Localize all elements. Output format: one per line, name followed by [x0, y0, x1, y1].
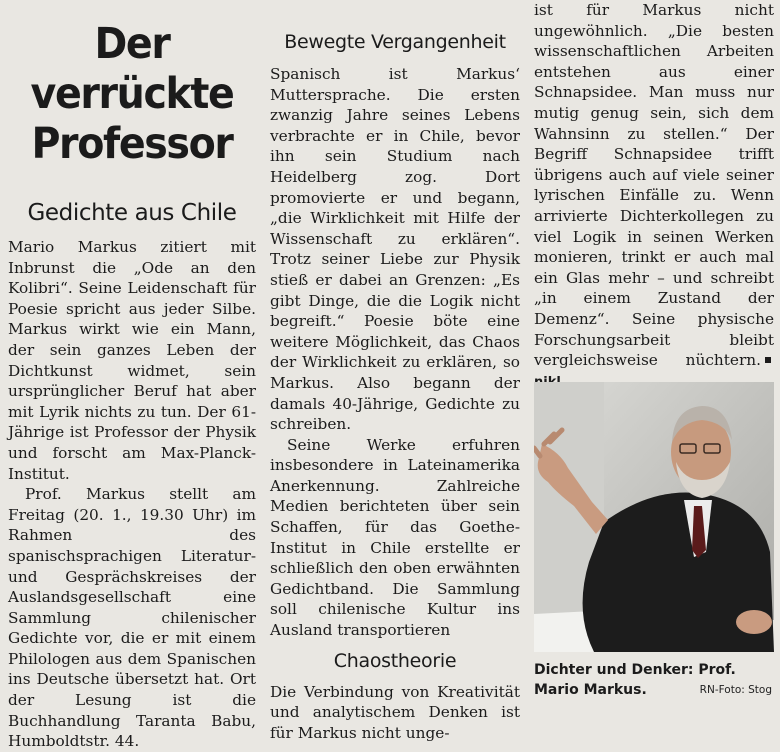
headline-line-3: Professor	[31, 119, 233, 169]
body-paragraph: Mario Markus zitiert mit Inbrunst die „Ode an den Kolibri“. Seine Leidenschaft für Poesie spricht aus jeder Silbe. Markus wirkt wie ein Mann, der sein ganzes Leben der Dichtkunst widmet, sein ursprünglicher Beruf hat aber mit Lyrik nichts zu tun. Der 61-Jährige ist Professor der Physik und forscht am Max-Planck-Institut.	[8, 238, 256, 483]
subheading-chaostheorie: Chaostheorie	[333, 649, 457, 672]
column-1	[8, 0, 256, 752]
body-paragraph	[534, 0, 774, 393]
headline-line-1: Der	[94, 19, 170, 69]
column-3	[534, 0, 774, 393]
photo-credit: RN-Foto: Stog	[699, 684, 772, 696]
subheading-vergangenheit: Bewegte Vergangenheit	[284, 31, 506, 53]
article-photo	[534, 382, 774, 652]
signature-marker-icon	[765, 357, 771, 363]
body-paragraph: Prof. Markus stellt am Freitag (20. 1., 19.30 Uhr) im Rahmen des spanischsprachigen Literatur- und Gesprächskreises der Auslandsgesellschaft eine Sammlung chilenischer Gedichte vor, die er mit einem Philologen aus dem Spanischen ins Deutsche übersetzt hat. Ort der Lesung ist die Buchhandlung Taranta Babu, Humboldtstr. 44.	[8, 485, 256, 751]
headline-line-2: verrückte	[30, 69, 234, 119]
portrait-illustration	[534, 382, 774, 652]
headline	[18, 19, 246, 169]
body-paragraph: Die Verbindung von Kreativität und analytischem Denken ist für Markus nicht unge-	[270, 682, 520, 742]
column-2	[270, 0, 520, 743]
subheading-gedichte: Gedichte aus Chile	[27, 200, 237, 226]
photo-caption: Dichter und Denker: Prof. Mario Markus.	[534, 662, 736, 698]
body-text: ist für Markus nicht ungewöhnlich. „Die besten wissenschaftlichen Arbeiten entstehen aus einer Schnapsidee. Man muss nur mutig genug sein, sich dem Wahnsinn zu stellen.“ Der Begriff Schnapsidee trifft übrigens auch auf viele seiner lyrischen Einfälle zu. Wenn arrivierte Dichterkollegen zu viel Logik in seinen Werken monieren, trinkt er auch mal ein Glas mehr – und schreibt „in einem Zustand der Demenz“. Seine physische Forschungsarbeit bleibt vergleichsweise nüchtern.	[534, 1, 774, 370]
body-paragraph: Seine Werke erfuhren insbesondere in Lateinamerika Anerkennung. Zahlreiche Medien berichteten über sein Schaffen, für das Goethe-Institut in Chile erstellte er schließlich den oben erwähnten Gedichtband. Die Sammlung soll chilenische Kultur ins Ausland transportieren	[270, 435, 520, 640]
body-paragraph: Spanisch ist Markus‘ Muttersprache. Die ersten zwanzig Jahre seines Lebens verbrachte er in Chile, bevor ihn sein Studium nach Heidelberg zog. Dort promovierte er und begann, „die Wirklichkeit mit Hilfe der Wissenschaft zu erklären“. Trotz seiner Liebe zur Physik stieß er dabei an Grenzen: „Es gibt Dinge, die die Logik nicht begreift.“ Poesie böte eine weitere Möglichkeit, das Chaos der Wirklichkeit zu erklären, so Markus. Also begann der damals 40-Jährige, Gedichte zu schreiben.	[270, 65, 520, 434]
